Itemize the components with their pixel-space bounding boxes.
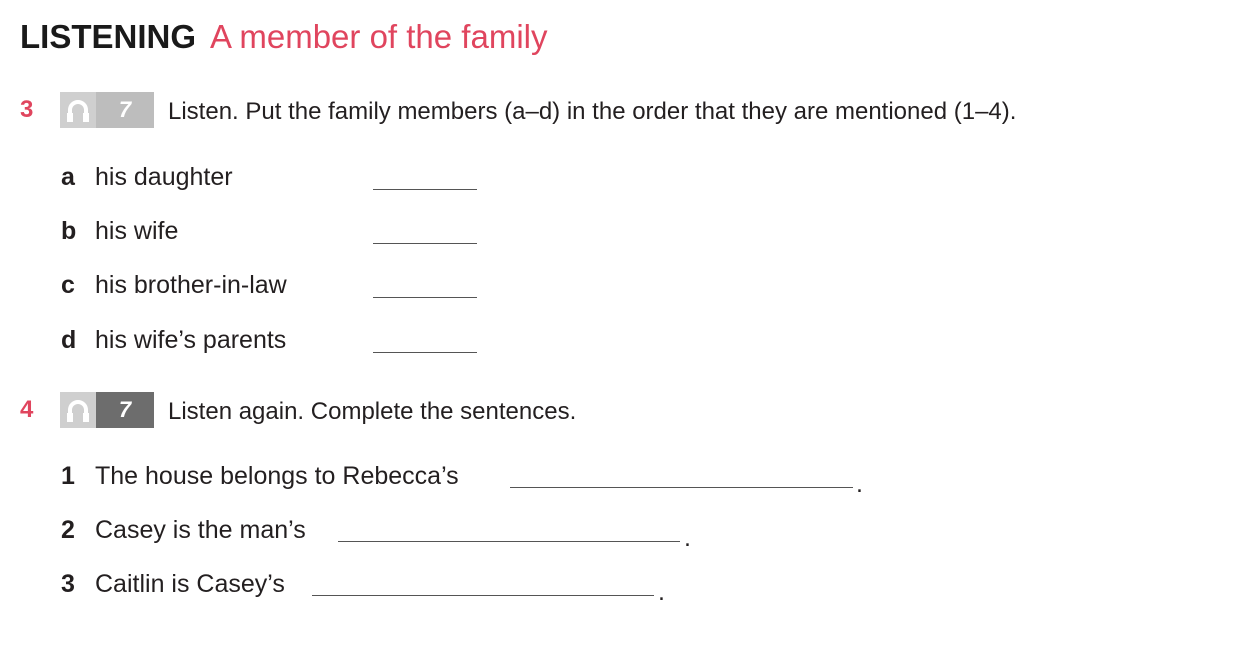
answer-blank[interactable]: [510, 487, 853, 488]
answer-blank[interactable]: [373, 243, 477, 244]
exercise-number: 3: [20, 96, 34, 123]
headphones-icon: [60, 92, 96, 128]
sentence-end: .: [658, 578, 665, 606]
item-text: his brother-in-law: [95, 271, 287, 299]
item-letter: b: [61, 217, 77, 245]
headphones-icon: [60, 392, 96, 428]
item-text: his daughter: [95, 163, 233, 191]
track-number: 7: [96, 392, 154, 428]
list-item: [61, 462, 459, 491]
list-item: [61, 163, 233, 192]
item-number: 3: [61, 570, 75, 598]
answer-blank[interactable]: [373, 189, 477, 190]
answer-blank[interactable]: [312, 595, 654, 596]
section-label: LISTENING: [20, 18, 197, 55]
list-item: [61, 570, 285, 599]
answer-blank[interactable]: [373, 297, 477, 298]
item-text: Caitlin is Casey’s: [95, 570, 285, 598]
item-text: Casey is the man’s: [95, 516, 306, 544]
item-letter: a: [61, 163, 75, 191]
sentence-end: .: [856, 470, 863, 498]
item-text: his wife: [95, 217, 179, 245]
list-item: [61, 271, 287, 300]
answer-blank[interactable]: [338, 541, 680, 542]
item-letter: d: [61, 326, 77, 354]
exercise-instruction: Listen again. Complete the sentences.: [168, 398, 577, 425]
item-number: 2: [61, 516, 75, 544]
exercise-number: 4: [20, 396, 34, 423]
list-item: [61, 516, 306, 545]
audio-track-button[interactable]: [60, 392, 154, 428]
item-number: 1: [61, 462, 75, 490]
sentence-end: .: [684, 524, 691, 552]
list-item: [61, 217, 178, 246]
track-number: 7: [96, 92, 154, 128]
item-letter: c: [61, 271, 75, 299]
answer-blank[interactable]: [373, 352, 477, 353]
section-title: A member of the family: [210, 18, 548, 55]
exercise-instruction: Listen. Put the family members (a–d) in the order that they are mentioned (1–4).: [168, 98, 1017, 125]
list-item: [61, 326, 286, 355]
audio-track-button[interactable]: [60, 92, 154, 128]
item-text: his wife’s parents: [95, 326, 287, 354]
item-text: The house belongs to Rebecca’s: [95, 462, 459, 490]
section-header: [20, 18, 547, 56]
